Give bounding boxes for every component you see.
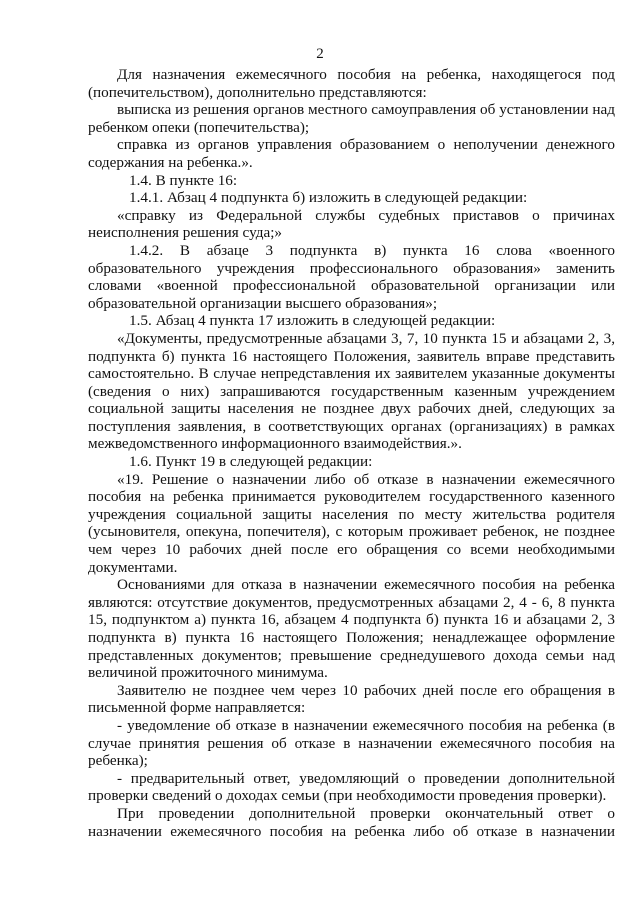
text-line: «19. Решение о назначении либо об отказе в назначении ежемесячного [117,470,615,488]
text-line: 1.5. Абзац 4 пункта 17 изложить в следующей редакции: [129,312,496,330]
text-line: чем через 10 рабочих дней после его обращения со всеми необходимыми [88,541,615,559]
text-line: случае принятия решения об отказе в назначении ежемесячного пособия на [88,734,615,752]
text-line: «Документы, предусмотренные абзацами 3, 7, 10 пункта 15 и абзацами 2, 3, [117,329,615,347]
text-line: поступления заявления, в соответствующих органах (организациях) в рамках [88,417,615,435]
text-line: словами «военной профессиональной образовательной организации или [88,277,615,295]
text-line: ребенком опеки (попечительства); [88,118,310,136]
text-line: При проведении дополнительной проверки окончательный ответ о [117,804,615,822]
text-line: назначении ежемесячного пособия на ребенка либо об отказе в назначении [88,822,615,840]
text-line: письменной форме направляется: [88,699,306,717]
text-line: величиной прожиточного минимума. [88,664,328,682]
document-body [88,66,615,840]
text-line: социальной защиты населения не позднее двух рабочих дней, следующих за [88,400,615,418]
text-line: содержания на ребенка.». [88,153,253,171]
text-line: - уведомление об отказе в назначении ежемесячного пособия на ребенка (в [117,716,615,734]
text-line: учреждения социальной защиты населения по месту жительства родителя [88,505,615,523]
text-line: самостоятельно. В случае непредставления их заявителем указанные документы [88,365,615,383]
text-line: представленных документов; превышение среднедушевого дохода семьи над [88,646,615,664]
text-line: (усыновителя, опекуна, попечителя), с которым проживает ребенок, не позднее [88,523,615,541]
text-line: межведомственного информационного взаимодействия.». [88,435,462,453]
text-line: «справку из Федеральной службы судебных приставов о причинах [117,206,615,224]
text-line: ребенка); [88,752,148,770]
text-line: (попечительством), дополнительно представляются: [88,83,427,101]
text-line: пособия на ребенка принимается руководителем государственного казенного [88,488,615,506]
text-line: 1.6. Пункт 19 в следующей редакции: [129,453,373,471]
text-line: 15, подпунктом а) пункта 16, абзацем 4 подпункта б) пункта 16 и абзацами 2, 3 [88,611,615,629]
text-line: подпункта б) пункта 16 настоящего Положения, заявитель вправе представить [88,347,615,365]
text-line: Для назначения ежемесячного пособия на ребенка, находящегося под [117,66,615,83]
text-line: выписка из решения органов местного самоуправления об установлении над [117,101,615,119]
text-line: проверки сведений о доходах семьи (при необходимости проведения проверки). [88,787,607,805]
text-line: документами. [88,558,178,576]
text-line: подпункта в) пункта 16 настоящего Положения; ненадлежащее оформление [88,629,615,646]
text-line: 1.4.1. Абзац 4 подпункта б) изложить в следующей редакции: [129,189,528,207]
text-line: Основаниями для отказа в назначении ежемесячного пособия на ребенка [117,576,615,594]
text-line: - предварительный ответ, уведомляющий о проведении дополнительной [117,769,615,787]
text-line: справка из органов управления образованием о неполучении денежного [117,136,615,154]
text-line: образовательного учреждения профессионального образования» заменить [88,259,615,277]
text-line: 1.4.2. В абзаце 3 подпункта в) пункта 16 слова «военного [129,241,615,259]
text-line: являются: отсутствие документов, предусмотренных абзацами 2, 4 - 6, 8 пункта [88,593,615,611]
text-line: образовательной организации высшего образования»; [88,294,438,312]
text-line: 1.4. В пункте 16: [129,171,238,189]
text-line: Заявителю не позднее чем через 10 рабочих дней после его обращения в [117,681,615,699]
text-line: (сведения о них) запрашиваются государственным казенным учреждением [88,382,615,400]
page-number: 2 [316,46,324,62]
text-line: неисполнения решения суда;» [88,224,283,242]
